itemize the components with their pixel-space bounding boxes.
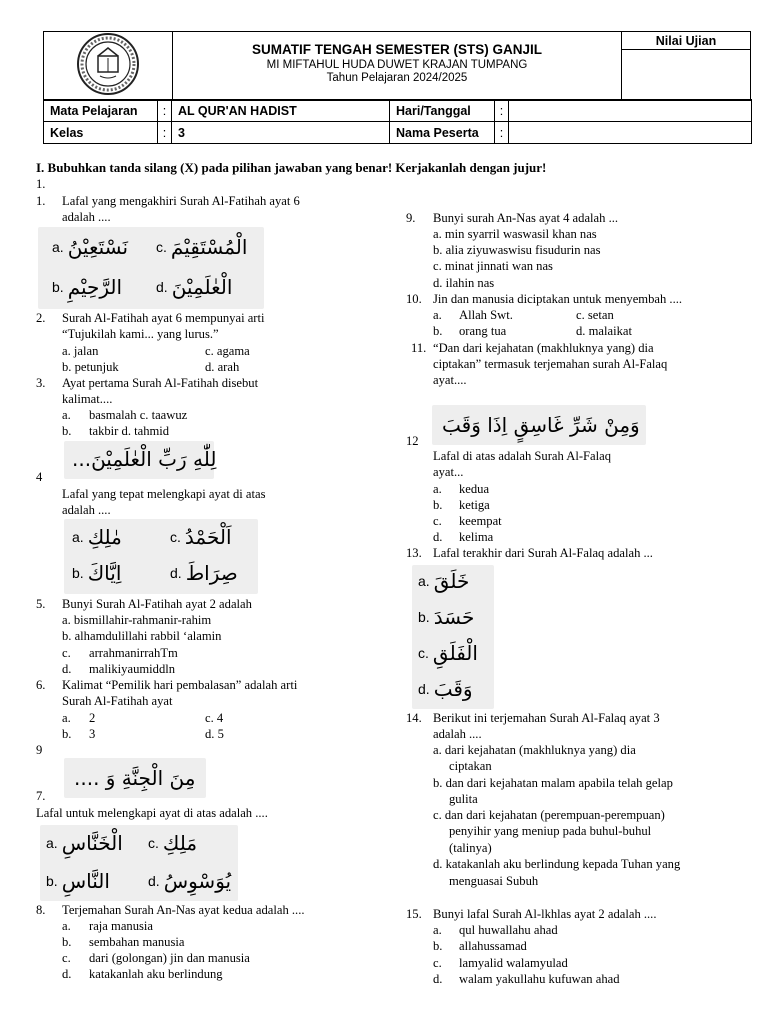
q3-option-b[interactable]: takbir d. tahmid xyxy=(89,424,170,438)
option-letter: c. xyxy=(62,646,71,660)
q4-option-b[interactable] xyxy=(72,561,121,585)
instruction: I. Bubuhkan tanda silang (X) pada pilihan jawaban yang benar! Kerjakanlah dengan jujur! xyxy=(36,160,547,175)
arabic-text: الْعٰلَمِيْنَ xyxy=(171,275,233,299)
name-field[interactable] xyxy=(509,122,752,144)
arabic-text: الرَّحِيْمِ xyxy=(67,275,123,299)
q5-number: 5. xyxy=(36,597,46,611)
q14-option-d-cont: menguasai Subuh xyxy=(449,874,539,888)
q12-option-d[interactable]: kelima xyxy=(459,530,494,544)
q13-number: 13. xyxy=(406,546,422,560)
q4-number: 4 xyxy=(36,470,43,484)
q2-option-c[interactable]: c. agama xyxy=(205,344,250,358)
q15-option-c[interactable]: lamyalid walamyulad xyxy=(459,956,568,970)
q12-ayat-image xyxy=(432,405,646,445)
q7-option-c[interactable] xyxy=(148,831,197,855)
option-letter: c. xyxy=(170,529,181,545)
colon: : xyxy=(158,100,172,122)
q13-option-a[interactable] xyxy=(418,569,469,593)
q8-option-d[interactable]: katakanlah aku berlindung xyxy=(89,967,223,981)
q4-text: Lafal yang tepat melengkapi ayat di atas xyxy=(62,487,266,501)
arabic-text: النَّاسِ xyxy=(61,869,110,893)
stray-number: 9 xyxy=(36,743,43,757)
stray-number: 1. xyxy=(36,177,46,191)
option-letter: d. xyxy=(433,972,443,986)
option-letter: a. xyxy=(46,835,58,851)
arabic-text: حَسَدَ xyxy=(433,605,475,629)
q6-text: Kalimat “Pemilik hari pembalasan” adalah arti xyxy=(62,678,298,692)
option-letter: a. xyxy=(62,919,71,933)
q9-text: Bunyi surah An-Nas ayat 4 adalah ... xyxy=(433,211,619,225)
q13-options-image xyxy=(412,565,494,709)
q6-number: 6. xyxy=(36,678,46,692)
q9-option-d[interactable]: d. ilahin nas xyxy=(433,276,495,290)
q14-text: adalah .... xyxy=(433,727,482,741)
q10-option-b[interactable]: orang tua xyxy=(459,324,507,338)
arabic-text: مٰلِكِ xyxy=(87,525,122,549)
colon: : xyxy=(495,122,509,144)
q12-number: 12 xyxy=(406,434,419,448)
q13-option-b[interactable] xyxy=(418,605,474,629)
q15-number: 15. xyxy=(406,907,422,921)
q1-text: adalah .... xyxy=(62,210,111,224)
q14-option-c[interactable]: c. dan dari kejahatan (perempuan-perempuan) xyxy=(433,808,665,822)
arabic-text: يُوَسْوِسُ xyxy=(163,869,232,893)
option-letter: b. xyxy=(433,324,443,338)
q4-text: adalah .... xyxy=(62,503,111,517)
q2-option-b[interactable]: b. petunjuk xyxy=(62,360,119,374)
info-table xyxy=(43,99,752,144)
q7-number: 7. xyxy=(36,789,46,803)
arabic-text: الْفَلَقِ xyxy=(432,641,478,665)
q7-option-d[interactable] xyxy=(148,869,231,893)
q3-number: 3. xyxy=(36,376,46,390)
q2-number: 2. xyxy=(36,311,46,325)
q1-option-d[interactable] xyxy=(156,275,232,299)
q11-number: 11. xyxy=(411,341,427,355)
q13-option-d[interactable] xyxy=(418,677,473,701)
option-letter: d. xyxy=(418,681,430,697)
arabic-text: وَقَبَ xyxy=(433,677,473,701)
arabic-text: اَلْحَمْدُ xyxy=(184,525,232,549)
option-letter: b. xyxy=(46,873,58,889)
q11-text: ayat.... xyxy=(433,373,467,387)
q14-option-d[interactable]: d. katakanlah aku berlindung kepada Tuhan yang xyxy=(433,857,681,871)
option-letter: d. xyxy=(62,662,72,676)
arabic-text: اِيَّاكَ xyxy=(87,561,122,585)
day-field[interactable] xyxy=(509,100,752,122)
q1-text: Lafal yang mengakhiri Surah Al-Fatihah ayat 6 xyxy=(62,194,300,208)
q3-option-a[interactable]: basmalah c. taawuz xyxy=(89,408,188,422)
q7-text: Lafal untuk melengkapi ayat di atas adalah .... xyxy=(36,806,268,820)
q10-option-d[interactable]: d. malaikat xyxy=(576,324,632,338)
q8-number: 8. xyxy=(36,903,46,917)
q7-options-image xyxy=(40,825,238,901)
q14-text: Berikut ini terjemahan Surah Al-Falaq ayat 3 xyxy=(433,711,660,725)
exam-title: SUMATIF TENGAH SEMESTER (STS) GANJIL xyxy=(251,41,542,57)
q6-option-c[interactable]: c. 4 xyxy=(205,711,224,725)
q15-option-a[interactable]: qul huwallahu ahad xyxy=(459,923,558,937)
q6-option-a[interactable]: 2 xyxy=(89,711,96,725)
class-value: 3 xyxy=(172,122,390,144)
option-letter: a. xyxy=(433,923,442,937)
arabic-text: الْمُسْتَقِيْمَ xyxy=(170,235,248,259)
option-letter: d. xyxy=(148,873,160,889)
option-letter: d. xyxy=(170,565,182,581)
q14-option-b-cont: gulita xyxy=(449,792,478,806)
q1-option-c[interactable] xyxy=(156,235,247,259)
option-letter: b. xyxy=(62,727,72,741)
score-cell xyxy=(622,32,751,101)
q8-option-a[interactable]: raja manusia xyxy=(89,919,153,933)
option-letter: a. xyxy=(418,573,430,589)
option-letter: b. xyxy=(433,498,443,512)
q11-text: “Dan dari kejahatan (makhluknya yang) dia xyxy=(433,341,654,355)
q1-option-b[interactable] xyxy=(52,275,122,299)
option-letter: d. xyxy=(433,530,443,544)
q15-text: Bunyi lafal Surah Al-lkhlas ayat 2 adalah .... xyxy=(433,907,657,921)
school-logo-icon xyxy=(76,32,140,96)
q3-text: kalimat.... xyxy=(62,392,113,406)
q6-text: Surah Al-Fatihah ayat xyxy=(62,694,173,708)
option-letter: b. xyxy=(72,565,84,581)
q5-option-b[interactable]: b. alhamdulillahi rabbil ‘alamin xyxy=(62,629,222,643)
q4-option-c[interactable] xyxy=(170,525,232,549)
option-letter: c. xyxy=(433,514,442,528)
arabic-text: مَلِكِ xyxy=(162,831,198,855)
q7-ayat: مِنَ الْجِنَّةِ وَ .... xyxy=(74,766,196,790)
q8-text: Terjemahan Surah An-Nas ayat kedua adalah .... xyxy=(62,903,305,917)
arabic-text: نَسْتَعِيْنُ xyxy=(67,235,129,259)
q10-number: 10. xyxy=(406,292,422,306)
name-label: Nama Peserta xyxy=(390,122,495,144)
q14-option-a[interactable]: a. dari kejahatan (makhluknya yang) dia xyxy=(433,743,636,757)
option-letter: a. xyxy=(433,482,442,496)
q12-ayat: وَمِنْ شَرِّ غَاسِقٍ اِذَا وَقَبَ xyxy=(442,413,640,437)
q10-option-c[interactable]: c. setan xyxy=(576,308,614,322)
option-letter: c. xyxy=(62,951,71,965)
q12-text: ayat... xyxy=(433,465,464,479)
q7-option-a[interactable] xyxy=(46,831,123,855)
option-letter: a. xyxy=(72,529,84,545)
q14-option-c-cont: penyihir yang meniup pada buhul-buhul xyxy=(449,824,652,838)
q9-option-c[interactable]: c. minat jinnati wan nas xyxy=(433,259,553,273)
arabic-text: صِرَاطَ xyxy=(185,561,238,585)
q2-text: Surah Al-Fatihah ayat 6 mempunyai arti xyxy=(62,311,265,325)
q5-option-c[interactable]: arrahmanirrahTm xyxy=(89,646,178,660)
option-letter: b. xyxy=(62,424,72,438)
q14-number: 14. xyxy=(406,711,422,725)
q8-option-b[interactable]: sembahan manusia xyxy=(89,935,185,949)
option-letter: a. xyxy=(62,408,71,422)
option-letter: c. xyxy=(156,239,167,255)
q8-option-c[interactable]: dari (golongan) jin dan manusia xyxy=(89,951,250,965)
q4-option-a[interactable] xyxy=(72,525,122,549)
colon: : xyxy=(495,100,509,122)
q2-option-d[interactable]: d. arah xyxy=(205,360,240,374)
option-letter: a. xyxy=(433,308,442,322)
q15-option-d[interactable]: walam yakullahu kufuwan ahad xyxy=(459,972,620,986)
q11-text: ciptakan” termasuk terjemahan surah Al-Falaq xyxy=(433,357,668,371)
q1-options-image xyxy=(38,227,264,309)
q1-option-a[interactable] xyxy=(52,235,128,259)
option-letter: a. xyxy=(52,239,64,255)
q2-text: “Tujukilah kami... yang lurus.” xyxy=(62,327,219,341)
option-letter: b. xyxy=(62,935,72,949)
class-label: Kelas xyxy=(44,122,158,144)
arabic-text: خَلَقَ xyxy=(433,569,470,593)
q5-option-a[interactable]: a. bismillahir-rahmanir-rahim xyxy=(62,613,212,627)
option-letter: c. xyxy=(148,835,159,851)
q14-option-c-cont: (talinya) xyxy=(449,841,492,855)
option-letter: b. xyxy=(418,609,430,625)
q14-option-b[interactable]: b. dan dari kejahatan malam apabila telah gelap xyxy=(433,776,673,790)
q10-text: Jin dan manusia diciptakan untuk menyembah .... xyxy=(433,292,683,306)
subject-label: Mata Pelajaran xyxy=(44,100,158,122)
q10-option-a[interactable]: Allah Swt. xyxy=(459,308,513,322)
option-letter: d. xyxy=(156,279,168,295)
option-letter: c. xyxy=(418,645,429,661)
q1-number: 1. xyxy=(36,194,46,208)
logo-cell xyxy=(44,32,173,101)
arabic-text: الْخَنَّاسِ xyxy=(61,831,123,855)
day-label: Hari/Tanggal xyxy=(390,100,495,122)
q13-text: Lafal terakhir dari Surah Al-Falaq adalah ... xyxy=(433,546,653,560)
colon: : xyxy=(158,122,172,144)
school-name: MI MIFTAHUL HUDA DUWET KRAJAN TUMPANG xyxy=(266,58,528,71)
q4-option-d[interactable] xyxy=(170,561,238,585)
q9-number: 9. xyxy=(406,211,416,225)
q15-option-b[interactable]: allahussamad xyxy=(459,939,527,953)
subject-value: AL QUR'AN HADIST xyxy=(172,100,390,122)
q12-option-a[interactable]: kedua xyxy=(459,482,490,496)
q13-option-c[interactable] xyxy=(418,641,478,665)
option-letter: b. xyxy=(52,279,64,295)
header-table xyxy=(43,31,751,101)
q6-option-d[interactable]: d. 5 xyxy=(205,727,224,741)
q4-ayat-image xyxy=(64,441,217,479)
q5-option-d[interactable]: malikiyaumiddln xyxy=(89,662,176,676)
q9-option-b[interactable]: b. alia ziyuwaswisu fisudurin nas xyxy=(433,243,601,257)
q4-options-image xyxy=(64,519,258,594)
q14-option-a-cont: ciptakan xyxy=(449,759,492,773)
q12-text: Lafal di atas adalah Surah Al-Falaq xyxy=(433,449,611,463)
title-block xyxy=(173,32,622,101)
q5-text: Bunyi Surah Al-Fatihah ayat 2 adalah xyxy=(62,597,252,611)
q7-ayat-image xyxy=(64,758,206,798)
q12-option-b[interactable]: ketiga xyxy=(459,498,490,512)
option-letter: a. xyxy=(62,711,71,725)
q7-option-b[interactable] xyxy=(46,869,110,893)
q12-option-c[interactable]: keempat xyxy=(459,514,502,528)
score-label: Nilai Ujian xyxy=(622,33,750,50)
academic-year: Tahun Pelajaran 2024/2025 xyxy=(326,71,468,84)
option-letter: c. xyxy=(433,956,442,970)
score-box[interactable] xyxy=(622,50,750,100)
option-letter: b. xyxy=(433,939,443,953)
q6-option-b[interactable]: 3 xyxy=(89,727,96,741)
q9-option-a[interactable]: a. min syarril waswasil khan nas xyxy=(433,227,597,241)
q4-ayat: لِلّٰهِ رَبِّ الْعٰلَمِيْنَ... xyxy=(72,447,217,471)
q2-option-a[interactable]: a. jalan xyxy=(62,344,99,358)
option-letter: d. xyxy=(62,967,72,981)
q3-text: Ayat pertama Surah Al-Fatihah disebut xyxy=(62,376,259,390)
